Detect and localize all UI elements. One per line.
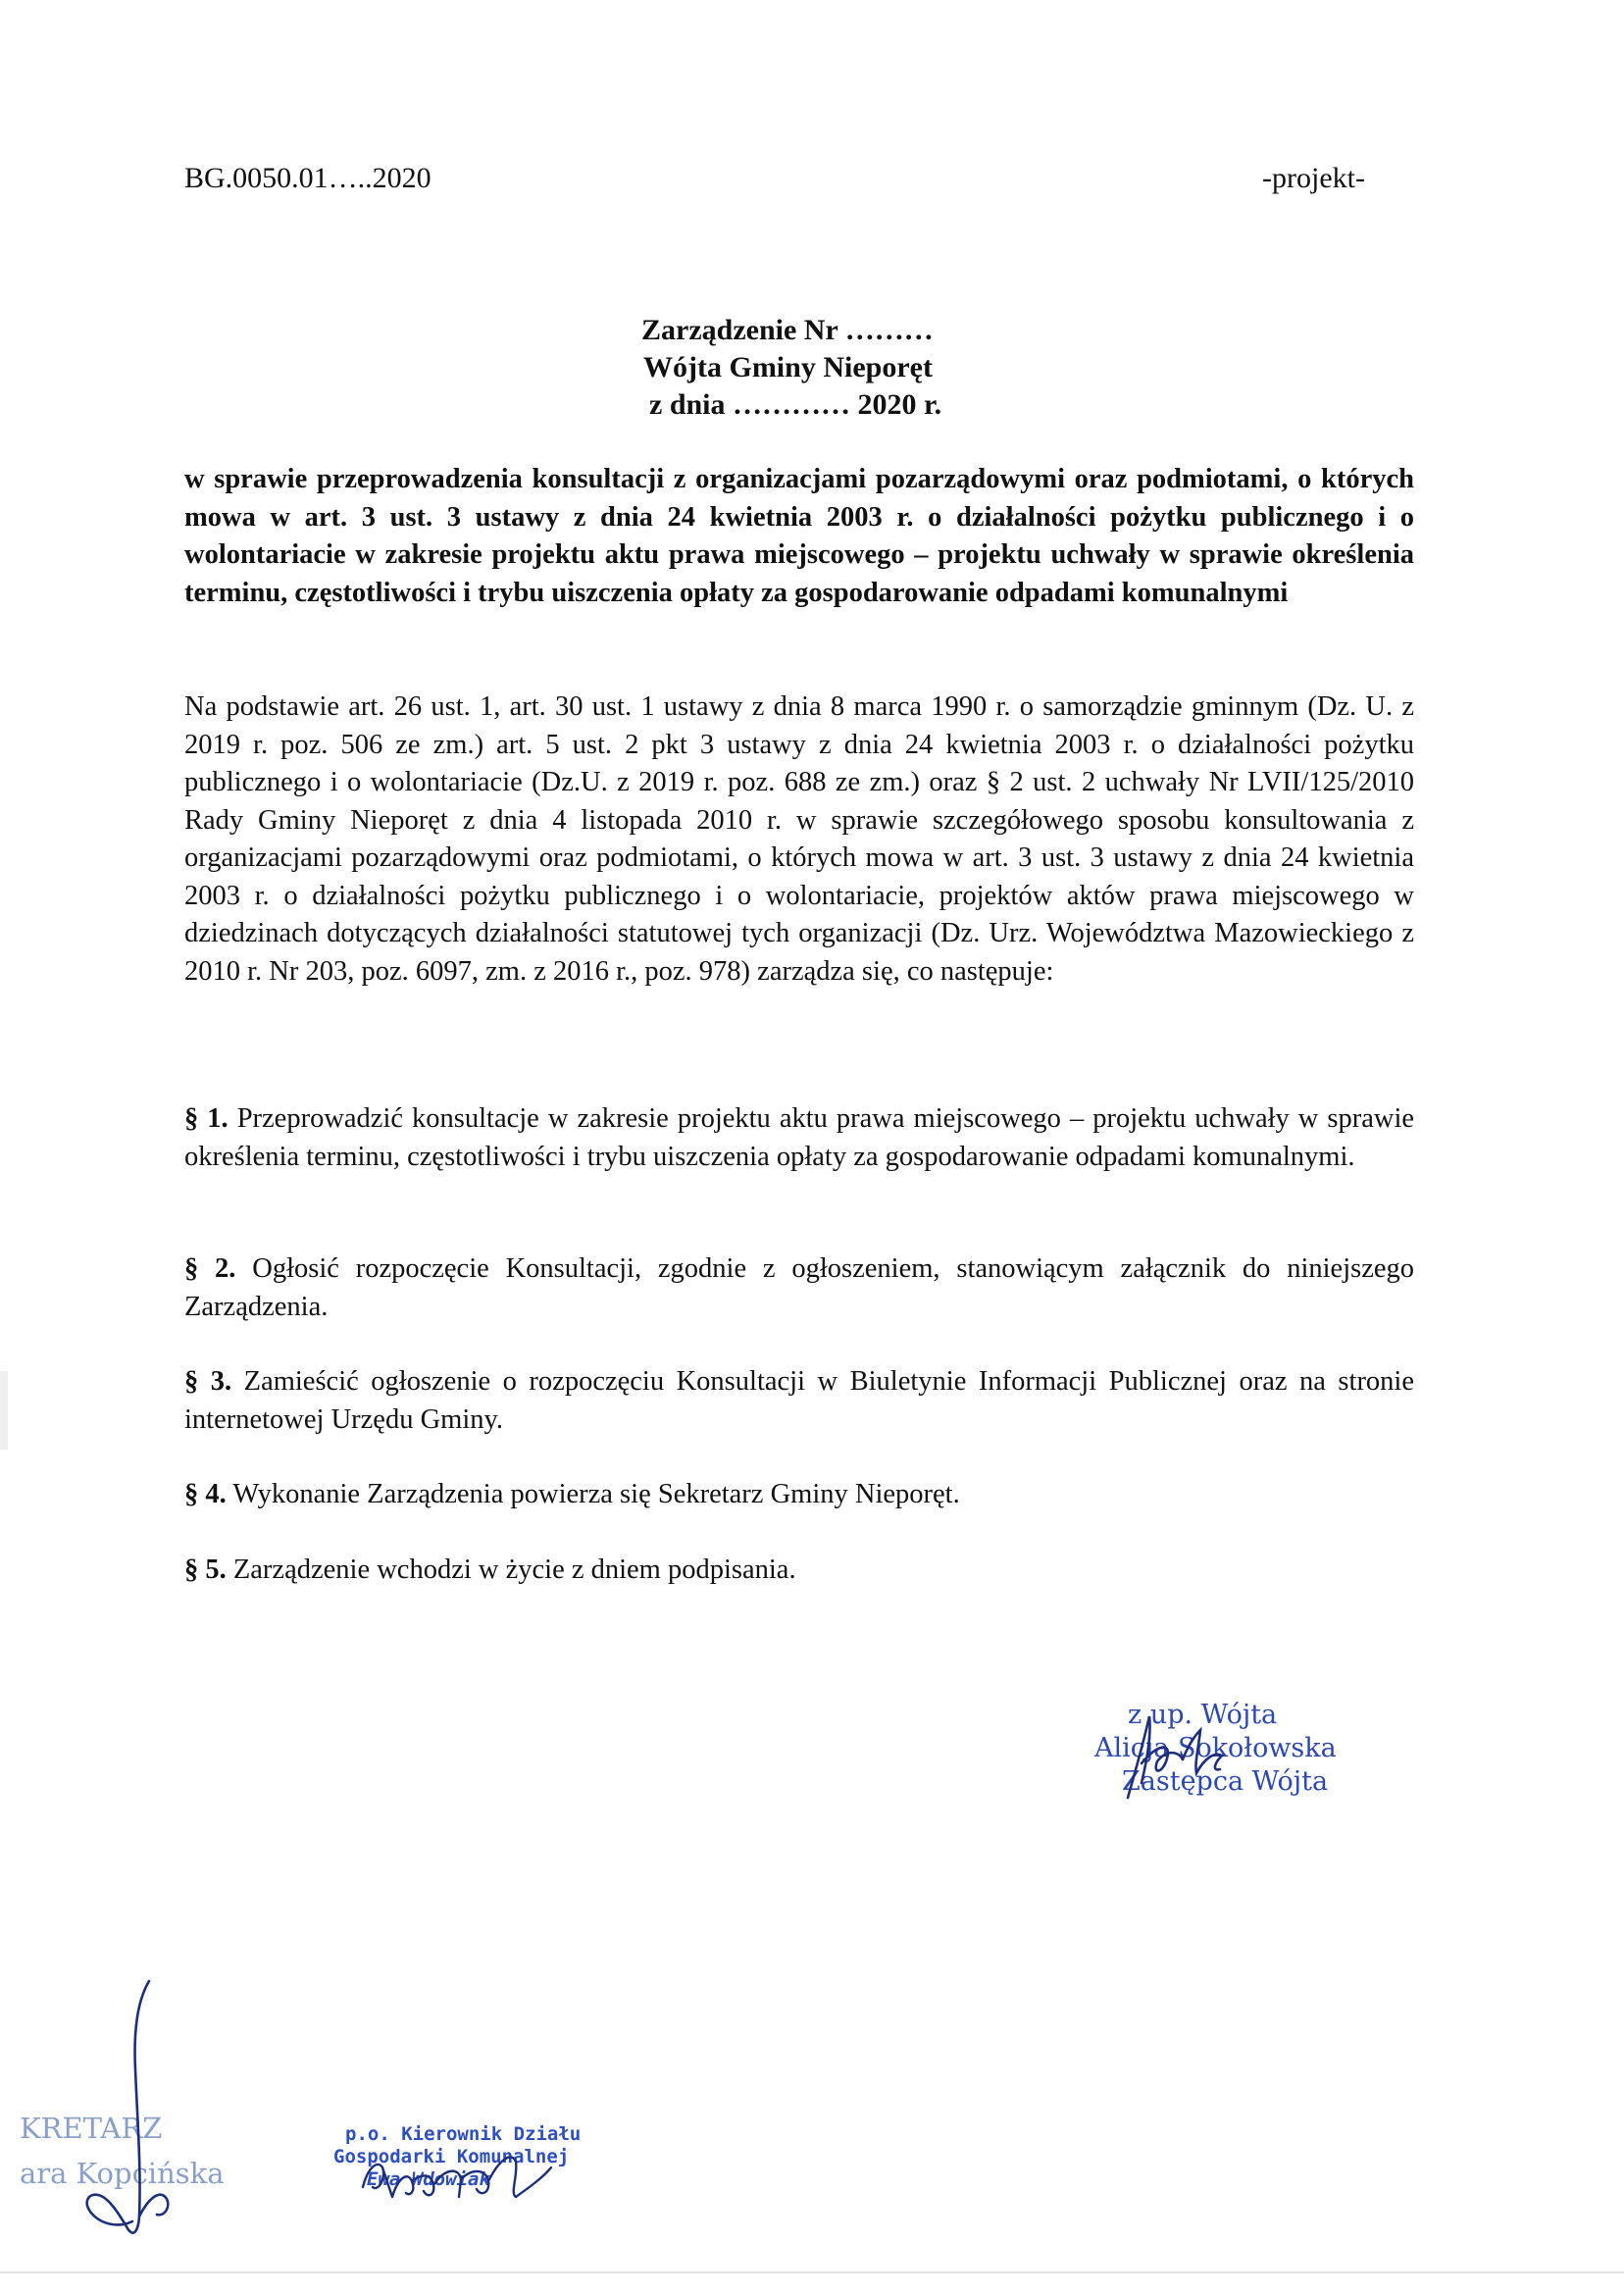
paragraph-text: Zamieścić ogłoszenie o rozpoczęciu Konsultacji w Biuletynie Informacji Publicznej oraz na stronie internetowej Urzędu Gminy. <box>184 1366 1414 1435</box>
stamp-department: Gospodarki Komunalnej <box>333 2146 570 2167</box>
document-subject: w sprawie przeprowadzenia konsultacji z organizacjami pozarządowymi oraz podmiotami, o których mowa w art. 3 ust. 3 ustawy z dnia 24 kwietnia 2003 r. o działalności pożytku publicznego i o wolontariacie w zakresie projektu aktu prawa miejscowego – projektu uchwały w sprawie określenia terminu, częstotliwości i trybu uiszczenia opłaty za gospodarowanie odpadami komunalnymi <box>184 464 1414 608</box>
paragraph-3 <box>184 1363 1414 1439</box>
paragraph-4 <box>184 1476 1414 1514</box>
department-head-stamp <box>333 2123 581 2191</box>
paragraph-text: Wykonanie Zarządzenia powierza się Sekretarz Gminy Nieporęt. <box>232 1479 960 1509</box>
stamp-title: KRETARZ <box>20 2112 163 2145</box>
stamp-role: p.o. Kierownik Działu <box>345 2123 582 2145</box>
paragraph-number: § 3. <box>184 1366 232 1397</box>
title-order-number: Zarządzenie Nr ……… <box>641 314 934 346</box>
paragraph-text: Przeprowadzić konsultacje w zakresie projektu aktu prawa miejscowego – projektu uchwały w sprawie określenia terminu, częstotliwości i trybu uiszczenia opłaty za gospodarowanie odpadami komunalnymi. <box>184 1103 1415 1172</box>
paragraph-number: § 4. <box>184 1479 227 1509</box>
deputy-mayor-stamp <box>1094 1699 1337 1799</box>
title-issuer: Wójta Gminy Nieporęt <box>643 351 933 383</box>
document-reference-number: BG.0050.01…..2020 <box>184 162 431 194</box>
stamp-authorization: z up. Wójta <box>1128 1700 1278 1730</box>
paragraph-text: Zarządzenie wchodzi w życie z dniem podpisania. <box>232 1555 796 1585</box>
stamp-signatory-name: Alicja Sokołowska <box>1094 1733 1337 1763</box>
paragraph-text: Ogłosić rozpoczęcie Konsultacji, zgodnie z ogłoszeniem, stanowiącym załącznik do niniejszego Zarządzenia. <box>184 1253 1415 1322</box>
document-title <box>641 312 941 424</box>
paragraph-number: § 1. <box>184 1103 228 1134</box>
stamp-name: Ewa Wdowiak <box>367 2168 490 2190</box>
scan-margin-mark <box>0 1371 8 1450</box>
paragraph-2 <box>184 1250 1414 1326</box>
paragraph-1 <box>184 1100 1414 1176</box>
draft-label: -projekt- <box>1262 162 1365 194</box>
stamp-name: ara Kopcińska <box>20 2157 225 2190</box>
title-date: z dnia ………… 2020 r. <box>649 388 942 421</box>
legal-basis-paragraph: Na podstawie art. 26 ust. 1, art. 30 ust. 1 ustawy z dnia 8 marca 1990 r. o samorządzie gminnym (Dz. U. z 2019 r. poz. 506 ze zm.) art. 5 ust. 2 pkt 3 ustawy z dnia 24 kwietnia 2003 r. o działalności pożytku publicznego i o wolontariacie (Dz.U. z 2019 r. poz. 688 ze zm.) oraz § 2 ust. 2 uchwały Nr LVII/125/2010 Rady Gminy Nieporęt z dnia 4 listopada 2010 r. w sprawie szczegółowego sposobu konsultowania z organizacjami pozarządowymi oraz podmiotami, o których mowa w art. 3 ust. 3 ustawy z dnia 24 kwietnia 2003 r. o działalności pożytku publicznego i o wolontariacie, projektów aktów prawa miejscowego w dziedzinach dotyczących działalności statutowej tych organizacji (Dz. Urz. Województwa Mazowieckiego z 2010 r. Nr 203, poz. 6097, zm. z 2016 r., poz. 978) zarządza się, co następuje: <box>184 691 1414 987</box>
paragraph-number: § 5. <box>184 1555 227 1585</box>
paragraph-5 <box>184 1552 1414 1590</box>
page-bottom-edge <box>0 2271 1624 2273</box>
stamp-signatory-role: Zastępca Wójta <box>1122 1766 1329 1797</box>
paragraph-number: § 2. <box>184 1253 236 1284</box>
secretary-stamp <box>20 2106 225 2196</box>
